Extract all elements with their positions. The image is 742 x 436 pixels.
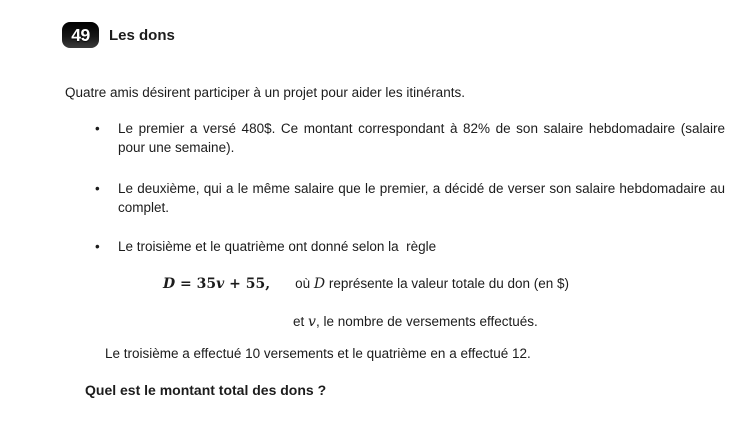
bullet-text-3: Le troisième et le quatrième ont donné selon la règle [118, 239, 437, 254]
bullet-marker: • [95, 239, 100, 254]
formula-constant: + 55, [224, 276, 271, 292]
exercise-number-badge: 49 [62, 22, 99, 48]
bullet-marker: • [95, 121, 100, 136]
bullet-text-2: Le deuxième, qui a le même salaire que le premier, a décidé de verser son salaire hebdomadaire au complet. [118, 181, 725, 215]
and-var-v: v [308, 314, 316, 330]
where-prefix: où [295, 276, 314, 291]
versements-statement: Le troisième a effectué 10 versements et le quatrième en a effectué 12. [105, 346, 531, 361]
bullet-item-2 [95, 180, 725, 217]
formula-line [163, 276, 569, 292]
question-line: Quel est le montant total des dons ? [85, 382, 327, 398]
bullet-marker: • [95, 181, 100, 196]
bullet-item-3 [95, 238, 725, 257]
bullet-item-1 [95, 120, 725, 157]
formula-equation [163, 276, 270, 292]
formula-var-D: D [163, 276, 176, 292]
and-description: , le nombre de versements effectués. [315, 314, 538, 329]
bullet-text-1: Le premier a versé 480$. Ce montant correspondant à 82% de son salaire hebdomadaire (salaire pour une semaine). [118, 121, 725, 155]
and-prefix: et [293, 314, 309, 329]
formula-where-clause [295, 276, 569, 291]
exercise-header [62, 22, 175, 48]
intro-paragraph: Quatre amis désirent participer à un projet pour aider les itinérants. [65, 85, 465, 100]
formula-and-clause [293, 314, 538, 330]
formula-equals-coefficient: = 35 [175, 276, 217, 292]
where-description: représente la valeur totale du don (en $) [325, 276, 570, 291]
formula-var-v: v [216, 276, 225, 292]
exercise-title: Les dons [109, 26, 175, 44]
where-var-D: D [313, 276, 326, 292]
